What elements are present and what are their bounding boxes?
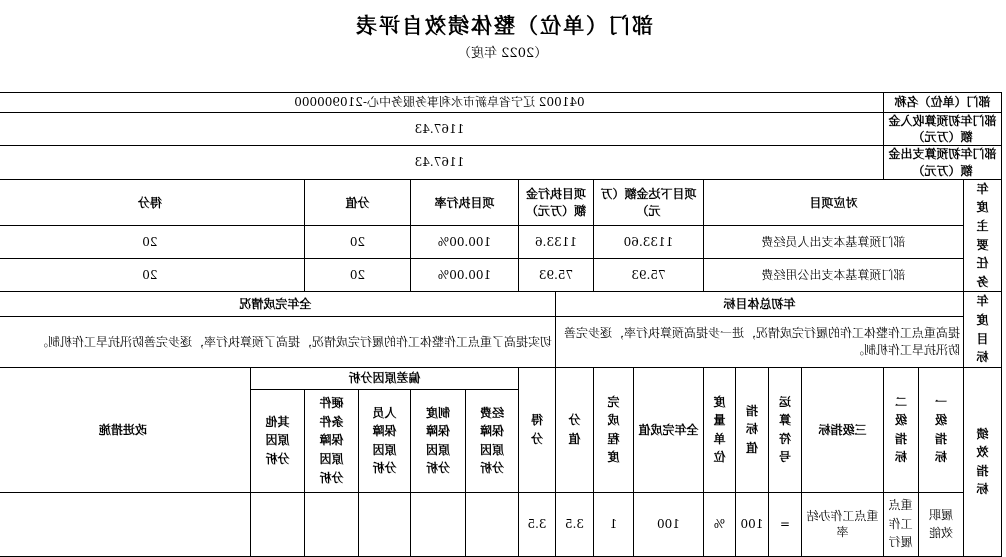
task-score: 20	[0, 259, 304, 292]
indicators-header-row-1	[0, 367, 1002, 389]
tasks-col-score-value: 分值	[304, 179, 410, 226]
income-label: 部门年初预算收入金额（万元）	[883, 113, 1001, 146]
ind-level1: 履职效能	[919, 492, 964, 556]
goals-plan-text: 提高重点工作整体工作的履行完成情况，进一步提高预算执行率，逐步完善防汛抗旱工作机制。	[555, 316, 963, 367]
ind-col-actual: 全年完成值	[633, 367, 703, 492]
goals-section-label: 年度目标	[964, 292, 1002, 367]
task-score: 20	[0, 226, 304, 259]
income-row	[0, 113, 1002, 146]
ind-staff	[358, 492, 410, 556]
task-project: 部门预算基本支出人员经费	[703, 226, 963, 259]
expense-label: 部门年初预算支出金额（万元）	[883, 146, 1001, 179]
task-allocated: 1133.60	[593, 226, 703, 259]
task-executed: 1133.6	[518, 226, 593, 259]
ind-level2: 重点工作履行	[883, 492, 918, 556]
ind-unit: %	[703, 492, 735, 556]
goals-header-row	[0, 292, 1002, 316]
ind-col-score-value: 分值	[555, 367, 593, 492]
tasks-col-rate: 项目执行率	[410, 179, 518, 226]
dept-name-label: 部门（单位）名称	[883, 93, 1001, 113]
tasks-col-executed: 项目执行金额（万元）	[518, 179, 593, 226]
ind-col-score: 得分	[518, 367, 555, 492]
table-row	[0, 226, 1002, 259]
ind-col-target: 指标值	[735, 367, 768, 492]
ind-col-level1: 一级指标	[919, 367, 964, 492]
ind-funding	[465, 492, 518, 556]
tasks-col-allocated: 项目下达金额（万元）	[593, 179, 703, 226]
table-row	[0, 259, 1002, 292]
ind-other	[250, 492, 304, 556]
ind-actual: 100	[633, 492, 703, 556]
task-project: 部门预算基本支出公用经费	[703, 259, 963, 292]
page-subtitle: （2022 年度）	[458, 46, 548, 61]
goals-plan-header: 年初总体目标	[555, 292, 963, 316]
goals-actual-text: 切实提高了重点工作整体工作的履行完成情况，提高了预算执行率，逐步完善防汛抗旱工作机制。	[0, 316, 555, 367]
ind-system	[410, 492, 465, 556]
goals-text-row	[0, 316, 1002, 367]
ind-operator: =	[768, 492, 801, 556]
table-row	[0, 492, 1002, 556]
ind-col-operator: 运算符号	[768, 367, 801, 492]
ind-col-other: 其他原因分析	[250, 389, 304, 492]
ind-col-hardware: 硬件条件保障原因分析	[304, 389, 358, 492]
ind-level3: 重点工作办结率	[801, 492, 883, 556]
task-rate: 100.00%	[410, 226, 518, 259]
task-score-value: 20	[304, 226, 410, 259]
task-executed: 75.93	[518, 259, 593, 292]
ind-col-unit: 度量单位	[703, 367, 735, 492]
dept-name-row	[0, 93, 1002, 113]
tasks-section-label: 年度主要任务	[964, 179, 1002, 292]
indicators-section-label: 绩效指标	[964, 367, 1002, 556]
ind-hardware	[304, 492, 358, 556]
ind-completion: 1	[593, 492, 633, 556]
ind-col-funding: 经费保障原因分析	[465, 389, 518, 492]
ind-col-level2: 二级指标	[883, 367, 918, 492]
evaluation-table	[0, 92, 1002, 557]
ind-score: 3.5	[518, 492, 555, 556]
ind-col-measures: 改进措施	[0, 367, 250, 492]
task-allocated: 75.93	[593, 259, 703, 292]
expense-value: 1167.43	[0, 146, 883, 179]
ind-col-system: 制度保障原因分析	[410, 389, 465, 492]
income-value: 1167.43	[0, 113, 883, 146]
page-title: 部门（单位）整体绩效自评表	[353, 13, 653, 38]
ind-measures	[0, 492, 250, 556]
ind-col-deviation: 偏差原因分析	[250, 367, 518, 389]
tasks-header-row	[0, 179, 1002, 226]
goals-actual-header: 全年完成情况	[0, 292, 555, 316]
dept-name-value: 041002 辽宁省阜新市水利事务服务中心-210900000	[0, 93, 883, 113]
ind-score-value: 3.5	[555, 492, 593, 556]
evaluation-sheet	[6, 92, 1002, 550]
task-rate: 100.00%	[410, 259, 518, 292]
ind-col-level3: 三级指标	[801, 367, 883, 492]
ind-col-staff: 人员保障原因分析	[358, 389, 410, 492]
tasks-col-project: 对应项目	[703, 179, 963, 226]
ind-target: 100	[735, 492, 768, 556]
expense-row	[0, 146, 1002, 179]
task-score-value: 20	[304, 259, 410, 292]
ind-col-completion: 完成程度	[593, 367, 633, 492]
tasks-col-score: 得分	[0, 179, 304, 226]
